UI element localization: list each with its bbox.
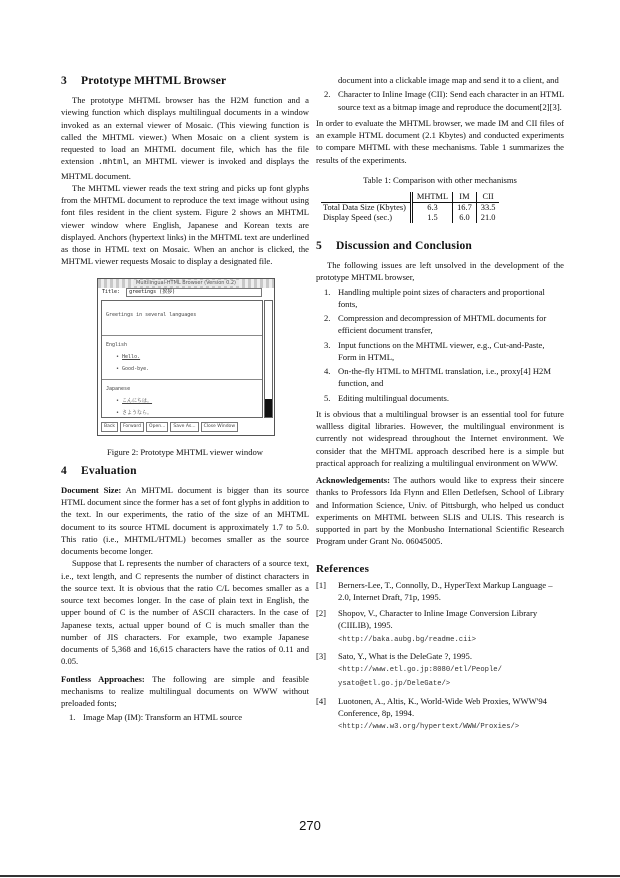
close-window-button: Close Window (201, 422, 238, 432)
conclusion-paragraph: It is obvious that a multilingual browser is an essential tool for future wallless digital libraries. However, the multilingual environment is currently not widespread throughout the Internet environment. We consider that the MHTML approach described here is a simple but practical approach for realizing a multilingual environment on WWW. (316, 408, 564, 468)
viewer-buttons (101, 422, 238, 432)
window-titlebar: Multilingual-HTML Browser (Version 0.2) (98, 279, 274, 288)
japanese-item: • さようなら。 (116, 410, 153, 416)
section-5-intro: The following issues are left unsolved in the development of the prototype MHTML browser, (316, 260, 564, 283)
back-button: Back (101, 422, 118, 432)
table-row: Total Data Size (Kbytes) 6.3 16.7 33.5 (323, 203, 496, 212)
comparison-table (321, 192, 499, 223)
table-row: Display Speed (sec.) 1.5 6.0 21.0 (323, 213, 496, 222)
reference-url: <http://www.etl.go.jp:8080/etl/People/ ysato@etl.go.jp/DeleGate/> (338, 666, 502, 689)
open-button: Open... (146, 422, 168, 432)
fontless-list (61, 711, 309, 723)
reference-url: <http://www.w3.org/hypertext/WWW/Proxies/> (338, 723, 520, 731)
section-5-heading: 5 Discussion and Conclusion (316, 240, 473, 252)
table-header-row: MHTML IM CII (321, 192, 499, 203)
english-label: English (106, 341, 128, 348)
list-item: 5. Editing multilingual documents. (324, 392, 449, 403)
evaluation-paragraph: In order to evaluate the MHTML browser, we made IM and CII files of an example HTML document (2.1 Kbytes) and conducted experiments to compare MHTML with these mechanisms. Table 1 summarizes the results of the experiments. (316, 117, 564, 165)
list-item: 2. Compression and decompression of MHTML documents for efficient document transfer, (324, 313, 547, 336)
figure-2-viewer-window (97, 278, 275, 436)
list-item: document into a clickable image map and send it to a client, and (338, 75, 559, 85)
reference-item: [4] Luotonen, A., Altis, K., World-Wide Web Proxies, WWW'94 Conference, 8p, 1994. <http://www.w3.org/hypertext/WWW/Proxies/> (316, 695, 547, 731)
title-field: greetings (挨拶) (126, 288, 262, 297)
viewer-scrollbar (264, 300, 273, 418)
fontless-list-continued (316, 74, 564, 113)
document-size-paragraph: Document Size: An MHTML document is bigger than its source HTML document since the former has a set of font glyphs in addition to the text. In our experiments, the ratio of the size of an MHTML document to its source HTML document is approximately 1.7 to 5.0. This ratio (i.e., MHTML/HTML) becomes smaller as the source documents become longer. (61, 484, 309, 556)
right-column (316, 74, 564, 737)
list-item: 1. Image Map (IM): Transform an HTML source (69, 712, 243, 723)
suppose-paragraph: Suppose that L represents the number of characters of a source text, i.e., text length, and C represents the number of distinct characters in the source text. It is obvious that the ratio C/L becomes smaller as a source text becomes longer. In the case of plain text in English, the upper bound of C is the number of ASCII characters. In the case of Japanese texts, actual upper bound of C is much smaller than the number of JIS characters. For example, two example Japanese documents of 5,368 and 16,615 characters have the ratios of 0.11 and 0.05. (61, 558, 309, 667)
divider (102, 379, 262, 380)
reference-item: [3] Sato, Y., What is the DeleGate ?, 1995. <http://www.etl.go.jp:8080/etl/People/ ysato@etl.go.jp/DeleGate/> (316, 650, 502, 689)
japanese-item: • こんにちは。 (116, 397, 153, 404)
reference-item: [1] Berners-Lee, T., Connolly, D., HyperText Markup Language – 2.0, Internet Draft, 71p, 1995. (316, 579, 553, 602)
list-item: 4. On-the-fly HTML to MHTML translation, i.e., proxy[4] H2M function, and (324, 366, 551, 389)
table-1-caption: Table 1: Comparison with other mechanisms (363, 174, 517, 185)
issues-list (316, 286, 564, 404)
english-item: • Good-bye. (116, 366, 150, 373)
section-3-paragraph-2: The MHTML viewer reads the text string and picks up font glyphs from the MHTML document to reproduce the text image without using font files resident in the client system. Figure 2 shows an MHTML viewer window where English, Japanese and Korean texts are displayed. Anchors (hypertext links) in the MHTML text are underlined as those in HTML text on Mosaic. When an anchor is clicked, the MHTML viewer requests Mosaic to display a designated file. (61, 182, 309, 267)
english-item: • Hello. (116, 354, 141, 360)
title-row: Title: greetings (挨拶) (98, 288, 274, 298)
viewer-heading: Greetings in several languages (106, 311, 197, 318)
page-number: 270 (299, 818, 321, 833)
reference-item: [2] Shopov, V., Character to Inline Image Conversion Library (CIILIB), 1995. <http://baka.aubg.bg/readme.cii> (316, 608, 538, 644)
acknowledgements-paragraph: Acknowledgements: The authors would like to express their sincere thanks to Professors Ida Flynn and Ellen Detlefsen, School of Library and Information Science, Univ. of Pittsburgh, who helped us conduct experiments on MHTML between SLIS and ULIS. This research is supported in part by the Monbusho International Scientific Research Program under Grant No. 06045005. (316, 475, 564, 547)
section-3-paragraph-1: The prototype MHTML browser has the H2M function and a viewing function which displays multilingual documents in a window invoked as an external viewer of Mosaic. (This viewing function is called the MHTML viewer.) When Mosaic on a client system is requested to load an MHTML document file, which has the file extension .mhtml, an MHTML viewer is invoked and displays the MHTML document. (61, 95, 309, 181)
section-3-heading: 3 Prototype MHTML Browser (61, 75, 227, 87)
list-item: 2. Character to Inline Image (CII): Send each character in an HTML source text as a bitmap image and reproduce the document[2][3]. (324, 89, 564, 112)
references-heading: References (316, 562, 370, 575)
divider (102, 335, 262, 336)
reference-url: <http://baka.aubg.bg/readme.cii> (338, 635, 477, 644)
fontless-paragraph: Fontless Approaches: The following are simple and feasible mechanisms to realize multilingual documents on WWW without preloaded fonts; (61, 673, 309, 708)
bottom-rule (0, 875, 620, 877)
forward-button: Forward (120, 422, 144, 432)
file-extension-code: .mhtml (97, 158, 127, 168)
japanese-label: Japanese (106, 385, 131, 392)
references-list (316, 579, 564, 734)
left-column (61, 74, 309, 728)
section-4-heading: 4 Evaluation (61, 464, 137, 477)
figure-2-caption: Figure 2: Prototype MHTML viewer window (106, 446, 264, 457)
scrollbar-thumb (265, 399, 272, 417)
list-item: 3. Input functions on the MHTML viewer, e.g., Cut-and-Paste, Form in HTML, (324, 339, 545, 362)
list-item: 1. Handling multiple point sizes of characters and proportional fonts, (324, 286, 545, 309)
save-as-button: Save As... (170, 422, 198, 432)
viewer-content (101, 300, 263, 418)
